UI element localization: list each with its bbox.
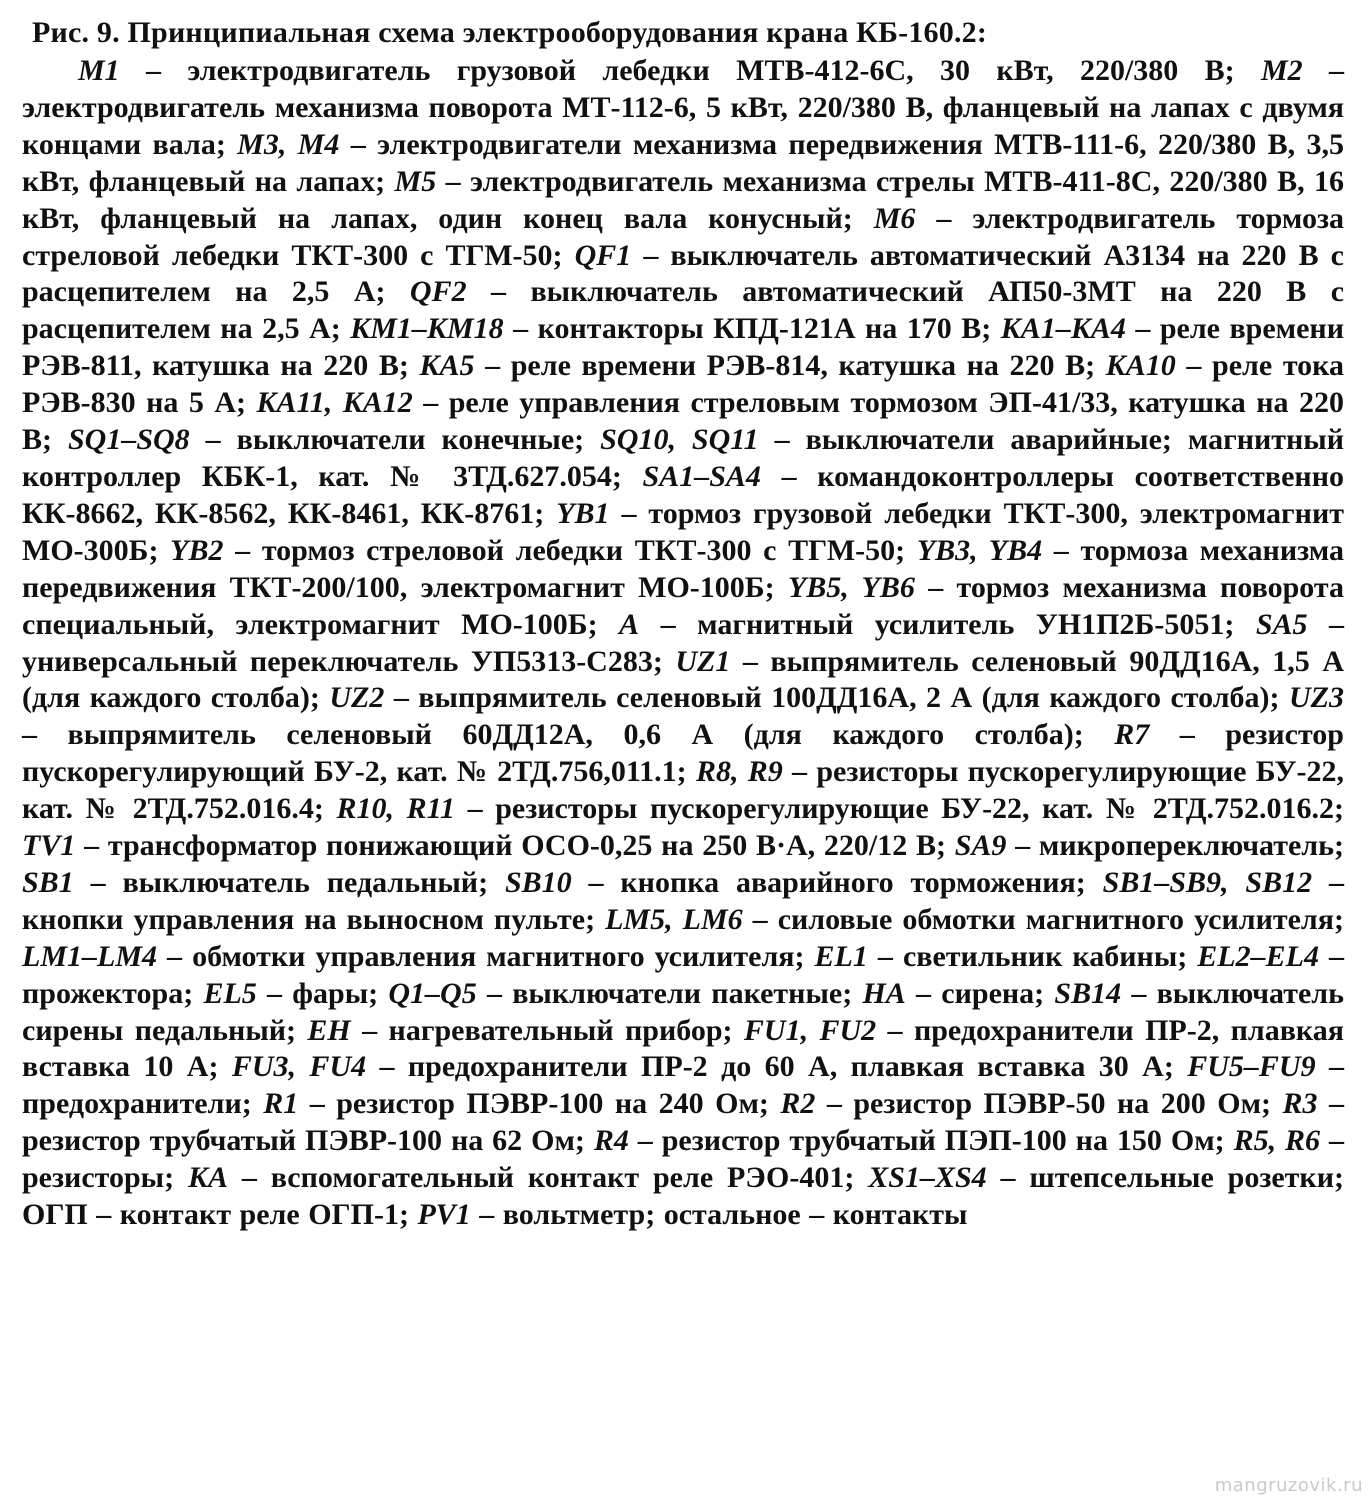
legend-item-code: FU5–FU9 xyxy=(1187,1050,1316,1084)
legend-item-code: YB1 xyxy=(556,496,610,530)
legend-item-text: – выпрямитель селеновый 60ДД12А, 0,6 А (для каждого столба); xyxy=(22,718,1115,752)
legend-item-text: – выключатель автоматический АП50-3МТ на 220 В с расцепителем на 2,5 А; xyxy=(22,275,1345,346)
legend-item xyxy=(263,1087,780,1120)
legend-item-text: – сирена; xyxy=(905,976,1055,1010)
legend-item-text: – тормоз механизма поворота специальный, электромагнит МО-100Б; xyxy=(22,570,1344,641)
legend-item-text: – светильник кабины; xyxy=(867,939,1198,973)
legend-item-text: – штепсельные розетки; xyxy=(986,1161,1344,1195)
figure-caption: Рис. 9. Принципиальная схема электрооборудования крана КБ-160.2: xyxy=(32,16,988,49)
legend-item-text: – тормоз грузовой лебедки ТКТ-300, электромагнит МО-300Б; xyxy=(22,496,1344,567)
legend-item-text: – резисторы; xyxy=(22,1124,1344,1195)
legend-item-code: M6 xyxy=(873,201,916,235)
legend-item-text: – электродвигатель механизма поворота МТ-112-6, 5 кВт, 220/380 В, фланцевый на лапах с двумя концами вала; xyxy=(22,54,1344,161)
legend-item-code: M3, M4 xyxy=(237,127,340,161)
legend-item-text: – выключатели конечные; xyxy=(189,423,601,457)
legend-item xyxy=(350,312,1001,345)
legend-item-code: TV1 xyxy=(22,829,76,863)
legend-item-text: – резисторы пускорегулирующие БУ-22, кат. № 2ТД.752.016.4; xyxy=(22,755,1344,826)
legend-item-text: – выключатель сирены педальный; xyxy=(22,976,1345,1047)
legend-item-code: YB2 xyxy=(170,533,224,567)
legend-item-code: R7 xyxy=(1114,718,1150,752)
legend-item-code: R8, R9 xyxy=(695,755,783,789)
legend-item-text: – реле времени РЭВ-814, катушка на 220 В; xyxy=(474,349,1106,383)
legend-item-text: – предохранители ПР-2 до 60 А, плавкая вставка 30 А; xyxy=(366,1050,1188,1084)
legend-item-code: SA1–SA4 xyxy=(642,459,761,493)
legend-item-text: – магнитный усилитель УН1П2Б-5051; xyxy=(639,607,1256,641)
watermark: mangruzovik.ru xyxy=(1214,1475,1363,1496)
legend-item xyxy=(815,940,1198,973)
legend-item xyxy=(619,608,1256,641)
legend-item xyxy=(417,1198,967,1231)
legend-item-text: – прожектора; xyxy=(22,939,1344,1010)
legend-item xyxy=(780,1087,1282,1120)
legend-item-text: – реле управления стреловым тормозом ЭП-41/33, катушка на 220 В; xyxy=(22,386,1344,457)
legend-item-text: – вспомогательный контакт реле РЭО-401; xyxy=(228,1161,869,1195)
legend-item xyxy=(388,977,862,1010)
legend-item xyxy=(170,534,917,567)
legend-item-text: – резистор ПЭВР-100 на 240 Ом; xyxy=(298,1087,781,1121)
legend-item-code: KA10 xyxy=(1105,349,1176,383)
legend-item-text: – резисторы пускорегулирующие БУ-22, кат. № 2ТД.752.016.2; xyxy=(454,792,1344,826)
legend-item xyxy=(22,829,955,862)
legend-item-text: – выключатель педальный; xyxy=(73,865,505,899)
legend-item-text: – электродвигатели механизма передвижения МТВ-111-6, 220/380 В, 3,5 кВт, фланцевый на лапах; xyxy=(22,127,1344,198)
legend-item-code: R2 xyxy=(780,1087,816,1121)
legend-item-code: R1 xyxy=(263,1087,299,1121)
legend-item-code: KA xyxy=(187,1161,228,1195)
legend-item xyxy=(22,940,815,973)
legend-item xyxy=(862,977,1054,1010)
legend-item-code: SB10 xyxy=(504,865,572,899)
legend-item-code: SB1 xyxy=(22,865,74,899)
legend-item-code: FU1, FU2 xyxy=(743,1013,877,1047)
legend-item-code: EH xyxy=(307,1013,351,1047)
legend-item-text: – выпрямитель селеновый 90ДД16А, 1,5 А (для каждого столба); xyxy=(22,644,1344,715)
legend-item-text: – трансформатор понижающий ОСО-0,25 на 250 В·А, 220/12 В; xyxy=(75,829,955,863)
legend-item-text: – нагревательный прибор; xyxy=(350,1013,744,1047)
legend-item-code: UZ3 xyxy=(1289,681,1344,715)
legend-item-code: UZ1 xyxy=(675,644,731,678)
legend-item-text: – электродвигатель механизма стрелы МТВ-411-8С, 220/380 В, 16 кВт, фланцевый на лапах, один конец вала конусный; xyxy=(22,164,1344,235)
legend-item-code: QF2 xyxy=(409,275,467,309)
legend-item-code: XS1–XS4 xyxy=(868,1161,987,1195)
legend-item-code: SB1–SB9, SB12 xyxy=(1102,865,1313,899)
legend-item-text: – обмотки управления магнитного усилителя; xyxy=(157,939,815,973)
legend-item-text: – фары; xyxy=(256,976,389,1010)
legend-item-code: KA1–KA4 xyxy=(1000,312,1126,346)
legend-item xyxy=(78,54,1261,87)
legend-item-text: – силовые обмотки магнитного усилителя; xyxy=(742,902,1344,936)
legend-item-code: HA xyxy=(862,976,906,1010)
legend-item-text: – предохранители; xyxy=(22,1050,1344,1121)
legend-item-text: ОГП – контакт реле ОГП-1; xyxy=(22,1198,418,1232)
legend-item-text: – реле времени РЭВ-811, катушка на 220 В; xyxy=(22,312,1345,383)
legend-item-text: – выключатель автоматический А3134 на 220 В с расцепителем на 2,5 А; xyxy=(22,238,1344,309)
legend-item-text: – вольтметр; остальное – контакты xyxy=(470,1198,968,1232)
legend-item xyxy=(203,977,388,1010)
legend-item xyxy=(336,792,1344,825)
legend-item-code: A xyxy=(619,607,640,641)
legend-item-text: – кнопки управления на выносном пульте; xyxy=(22,865,1344,936)
legend-item-code: YB3, YB4 xyxy=(916,533,1043,567)
legend-item-text: – электродвигатель грузовой лебедки МТВ-412-6С, 30 кВт, 220/380 В; xyxy=(119,54,1261,87)
legend-item-code: SA5 xyxy=(1255,607,1308,641)
legend-item-code: PV1 xyxy=(417,1198,471,1232)
legend-item xyxy=(68,423,600,456)
legend-item xyxy=(22,1198,417,1231)
legend-item-text: – электродвигатель тормоза стреловой лебедки ТКТ-300 с ТГМ-50; xyxy=(22,201,1345,272)
legend-item-text: – тормоз стреловой лебедки ТКТ-300 с ТГМ-50; xyxy=(223,533,917,567)
legend-item xyxy=(419,349,1105,382)
legend-item-code: M1 xyxy=(78,54,120,87)
legend-item-code: UZ2 xyxy=(329,681,385,715)
legend-item-code: R5, R6 xyxy=(1233,1124,1321,1158)
legend-item xyxy=(605,903,1344,936)
legend-item xyxy=(232,1050,1187,1083)
legend-item-code: M2 xyxy=(1260,54,1303,87)
legend-item-code: YB5, YB6 xyxy=(787,570,915,604)
legend-item-code: SA9 xyxy=(954,829,1007,863)
legend-item-code: R3 xyxy=(1282,1087,1318,1121)
legend-item-code: EL5 xyxy=(203,976,257,1010)
legend-item-code: LM1–LM4 xyxy=(22,939,157,973)
legend-item xyxy=(307,1014,744,1047)
legend-item-text: – командоконтроллеры соответственно КК-8662, КК-8562, КК-8461, КК-8761; xyxy=(22,459,1344,530)
legend-item-code: QF1 xyxy=(574,238,632,272)
legend-item-text: – микропереключатель; xyxy=(1006,829,1344,863)
legend-item-text: – предохранители ПР-2, плавкая вставка 10 А; xyxy=(22,1013,1344,1084)
document-page xyxy=(22,14,1344,1234)
legend-item-code: FU3, FU4 xyxy=(231,1050,367,1084)
legend-item-text: – контакторы КПД-121А на 170 В; xyxy=(503,312,1001,346)
legend-item-text: – выпрямитель селеновый 100ДД16А, 2 А (для каждого столба); xyxy=(384,681,1289,715)
legend-item-code: KA11, KA12 xyxy=(256,386,413,420)
legend-item-code: Q1–Q5 xyxy=(388,976,477,1010)
legend-item-code: R10, R11 xyxy=(336,792,455,826)
legend-item-code: R4 xyxy=(593,1124,629,1158)
legend-item-text: – резистор трубчатый ПЭВР-100 на 62 Ом; xyxy=(22,1087,1344,1158)
legend-item xyxy=(955,829,1344,862)
legend-item-code: EL2–EL4 xyxy=(1197,939,1319,973)
legend-item-code: SQ10, SQ11 xyxy=(600,423,759,457)
legend-item-text: – резистор ПЭВР-50 на 200 Ом; xyxy=(815,1087,1283,1121)
legend-item-text: – кнопка аварийного торможения; xyxy=(571,865,1103,899)
legend-item-code: M5 xyxy=(394,164,437,198)
legend-item-code: KA5 xyxy=(419,349,475,383)
legend-item-text: – реле тока РЭВ-830 на 5 А; xyxy=(22,349,1344,420)
legend-item-text: – универсальный переключатель УП5313-С283; xyxy=(22,607,1345,678)
legend-item-code: SQ1–SQ8 xyxy=(67,423,190,457)
legend-item-code: EL1 xyxy=(814,939,868,973)
legend-item-text: – тормоза механизма передвижения ТКТ-200/100, электромагнит МО-100Б; xyxy=(22,533,1344,604)
legend-item-code: KM1–KM18 xyxy=(350,312,504,346)
legend-item-text: – резистор трубчатый ПЭП-100 на 150 Ом; xyxy=(628,1124,1234,1158)
legend-item-text: – выключатели аварийные; магнитный контроллер КБК-1, кат. № 3ТД.627.054; xyxy=(22,423,1345,493)
legend-item xyxy=(594,1124,1234,1157)
legend-item xyxy=(505,866,1103,899)
legend-item-text: – выключатели пакетные; xyxy=(476,976,863,1010)
legend-item-code: SB14 xyxy=(1054,976,1122,1010)
legend-item xyxy=(329,681,1289,714)
legend-item xyxy=(868,1161,1344,1194)
figure-legend xyxy=(22,53,1344,1234)
legend-item xyxy=(188,1161,868,1194)
legend-item-text: – резистор пускорегулирующий БУ-2, кат. № 2ТД.756,011.1; xyxy=(22,718,1344,789)
legend-item-code: LM5, LM6 xyxy=(605,902,743,936)
legend-item xyxy=(22,866,505,899)
